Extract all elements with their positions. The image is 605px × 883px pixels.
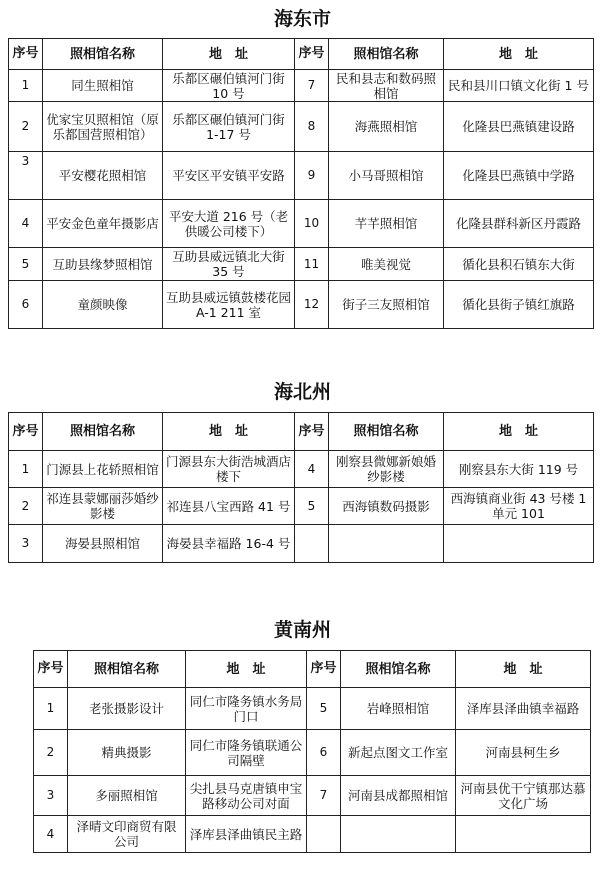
studio-address <box>444 525 594 563</box>
studio-address: 河南县优干宁镇那达慕文化广场 <box>456 776 591 816</box>
studio-name <box>329 525 444 563</box>
header-address: 地 址 <box>163 413 295 451</box>
header-name: 照相馆名称 <box>341 651 456 688</box>
table-header-row <box>9 39 594 70</box>
studio-address: 同仁市隆务镇联通公司隔壁 <box>186 730 307 776</box>
header-seq: 序号 <box>295 39 329 70</box>
seq-cell: 1 <box>9 451 43 488</box>
table-row <box>9 281 594 329</box>
table-row <box>9 451 594 488</box>
seq-cell: 4 <box>295 451 329 488</box>
header-seq: 序号 <box>295 413 329 451</box>
header-name: 照相馆名称 <box>68 651 186 688</box>
header-name: 照相馆名称 <box>329 413 444 451</box>
header-seq: 序号 <box>307 651 341 688</box>
seq-cell: 7 <box>307 776 341 816</box>
section-title-huangnan: 黄南州 <box>273 619 331 641</box>
seq-cell: 1 <box>9 70 43 102</box>
studio-name: 唯美视觉 <box>329 248 444 281</box>
table-header-row <box>9 413 594 451</box>
header-name: 照相馆名称 <box>43 39 163 70</box>
studio-address: 循化县街子镇红旗路 <box>444 281 594 329</box>
header-seq: 序号 <box>34 651 68 688</box>
header-seq: 序号 <box>9 39 43 70</box>
studio-name: 老张摄影设计 <box>68 688 186 730</box>
studio-address: 门源县东大街浩城酒店楼下 <box>163 451 295 488</box>
table-haibei <box>8 412 594 563</box>
studio-address: 化隆县群科新区丹霞路 <box>444 200 594 248</box>
seq-cell: 4 <box>9 200 43 248</box>
seq-cell: 4 <box>34 816 68 853</box>
header-address: 地 址 <box>163 39 295 70</box>
studio-address: 祁连县八宝西路 41 号 <box>163 488 295 525</box>
studio-name: 海燕照相馆 <box>329 102 444 152</box>
seq-cell: 3 <box>34 776 68 816</box>
table-row <box>9 525 594 563</box>
seq-cell: 2 <box>34 730 68 776</box>
header-address: 地 址 <box>456 651 591 688</box>
table-row <box>9 152 594 200</box>
studio-address: 海晏县幸福路 16-4 号 <box>163 525 295 563</box>
table-row <box>9 70 594 102</box>
studio-address: 化隆县巴燕镇中学路 <box>444 152 594 200</box>
header-address: 地 址 <box>444 39 594 70</box>
studio-name: 平安金色童年摄影店 <box>43 200 163 248</box>
studio-name: 新起点图文工作室 <box>341 730 456 776</box>
table-row <box>9 102 594 152</box>
header-address: 地 址 <box>444 413 594 451</box>
header-name: 照相馆名称 <box>329 39 444 70</box>
table-haidong <box>8 38 594 329</box>
studio-name: 民和县志和数码照相馆 <box>329 70 444 102</box>
studio-name: 门源县上花轿照相馆 <box>43 451 163 488</box>
studio-name: 互助县缘梦照相馆 <box>43 248 163 281</box>
table-row <box>34 776 591 816</box>
header-name: 照相馆名称 <box>43 413 163 451</box>
studio-address: 化隆县巴燕镇建设路 <box>444 102 594 152</box>
table-row <box>9 488 594 525</box>
table-row <box>9 248 594 281</box>
table-row <box>34 816 591 853</box>
table-header-row <box>34 651 591 688</box>
seq-cell <box>307 816 341 853</box>
studio-name: 精典摄影 <box>68 730 186 776</box>
studio-name: 海晏县照相馆 <box>43 525 163 563</box>
seq-cell: 11 <box>295 248 329 281</box>
studio-address: 互助县威远镇北大街 35 号 <box>163 248 295 281</box>
studio-address <box>456 816 591 853</box>
studio-name: 河南县成都照相馆 <box>341 776 456 816</box>
seq-cell: 2 <box>9 102 43 152</box>
table-row <box>9 200 594 248</box>
studio-address: 乐都区碾伯镇河门街 1-17 号 <box>163 102 295 152</box>
studio-name: 刚察县微娜新娘婚纱影楼 <box>329 451 444 488</box>
studio-name: 童颜映像 <box>43 281 163 329</box>
studio-address: 刚察县东大街 119 号 <box>444 451 594 488</box>
studio-address: 尖扎县马克唐镇申宝路移动公司对面 <box>186 776 307 816</box>
studio-name: 优家宝贝照相馆（原乐都国营照相馆） <box>43 102 163 152</box>
studio-address: 循化县积石镇东大街 <box>444 248 594 281</box>
seq-cell: 3 <box>9 152 43 200</box>
studio-address: 平安区平安镇平安路 <box>163 152 295 200</box>
seq-cell: 5 <box>307 688 341 730</box>
studio-address: 泽库县泽曲镇民主路 <box>186 816 307 853</box>
studio-name: 平安樱花照相馆 <box>43 152 163 200</box>
header-address: 地 址 <box>186 651 307 688</box>
seq-cell: 5 <box>9 248 43 281</box>
seq-cell: 3 <box>9 525 43 563</box>
studio-name: 小马哥照相馆 <box>329 152 444 200</box>
seq-cell: 9 <box>295 152 329 200</box>
seq-cell: 10 <box>295 200 329 248</box>
studio-address: 泽库县泽曲镇幸福路 <box>456 688 591 730</box>
section-title-haidong: 海东市 <box>273 8 331 30</box>
table-row <box>34 730 591 776</box>
studio-address: 民和县川口镇文化街 1 号 <box>444 70 594 102</box>
section-title-haibei: 海北州 <box>273 381 331 403</box>
studio-address: 乐都区碾伯镇河门街 10 号 <box>163 70 295 102</box>
seq-cell: 8 <box>295 102 329 152</box>
table-huangnan <box>33 650 591 853</box>
studio-name: 同生照相馆 <box>43 70 163 102</box>
seq-cell: 12 <box>295 281 329 329</box>
header-seq: 序号 <box>9 413 43 451</box>
studio-name: 泽晴文印商贸有限公司 <box>68 816 186 853</box>
studio-name: 芊芊照相馆 <box>329 200 444 248</box>
studio-name <box>341 816 456 853</box>
studio-name: 岩峰照相馆 <box>341 688 456 730</box>
seq-cell: 1 <box>34 688 68 730</box>
studio-address: 河南县柯生乡 <box>456 730 591 776</box>
studio-name: 祁连县蒙娜丽莎婚纱影楼 <box>43 488 163 525</box>
studio-address: 互助县威远镇鼓楼花园 A-1 211 室 <box>163 281 295 329</box>
studio-name: 街子三友照相馆 <box>329 281 444 329</box>
seq-cell: 2 <box>9 488 43 525</box>
seq-cell <box>295 525 329 563</box>
table-row <box>34 688 591 730</box>
studio-name: 多丽照相馆 <box>68 776 186 816</box>
seq-cell: 7 <box>295 70 329 102</box>
studio-address: 西海镇商业街 43 号楼 1 单元 101 <box>444 488 594 525</box>
seq-cell: 6 <box>307 730 341 776</box>
studio-name: 西海镇数码摄影 <box>329 488 444 525</box>
studio-address: 平安大道 216 号（老供暖公司楼下） <box>163 200 295 248</box>
seq-cell: 5 <box>295 488 329 525</box>
studio-address: 同仁市隆务镇水务局门口 <box>186 688 307 730</box>
seq-cell: 6 <box>9 281 43 329</box>
